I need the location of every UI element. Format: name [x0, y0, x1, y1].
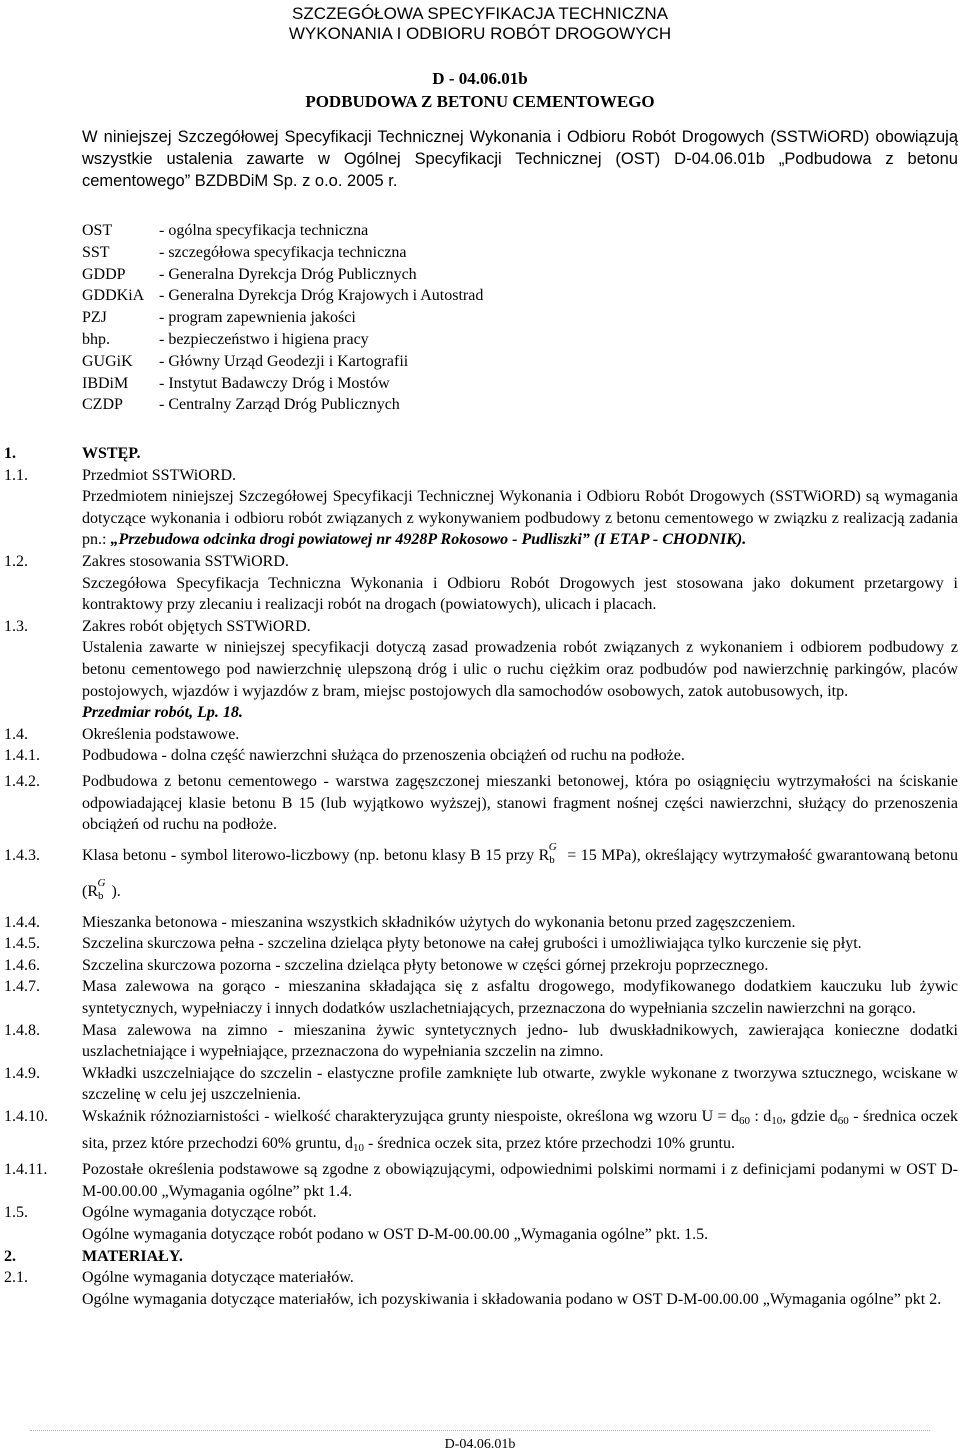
subsection-heading: [4, 1267, 958, 1289]
subsection-number: 1.3.: [4, 617, 28, 635]
subsection-body: [4, 1289, 958, 1311]
definition-text: Wkładki uszczelniające do szczelin - elastyczne profile zamknięte lub otwarte, zwykle wykonane z tworzywa sztucznego, wciskane w szczelinę w celu jej uszczelnienia.: [82, 1064, 958, 1104]
project-name: „Przebudowa odcinka drogi powiatowej nr 4928P Rokosowo - Pudliszki” (I ETAP - CHODNIK).: [110, 531, 747, 549]
definition-text: [82, 1106, 958, 1159]
subscript: 60: [739, 1115, 750, 1128]
abbreviation-desc: - Główny Urząd Geodezji i Kartografii: [159, 352, 409, 370]
document-code: D - 04.06.01b: [432, 69, 528, 88]
document-sections: [4, 443, 958, 1310]
section-heading: [4, 443, 958, 465]
symbol-subscript: b: [549, 853, 555, 866]
abbreviation-row: [82, 220, 483, 242]
abbreviation-row: [82, 285, 483, 307]
abbreviation-row: [82, 264, 483, 286]
spec-header-line-1: SZCZEGÓŁOWA SPECYFIKACJA TECHNICZNA: [292, 4, 668, 23]
subscript: 60: [837, 1115, 849, 1128]
definition-item: [4, 745, 958, 767]
definition-text: Szczelina skurczowa pozorna - szczelina dzieląca płyty betonowe w części górnej przekroju poprzecznego.: [82, 956, 769, 974]
abbreviation-desc: - Instytut Badawczy Dróg i Mostów: [159, 374, 390, 392]
abbreviation-code: GUGiK: [82, 352, 133, 370]
abbreviation-code: GDDKiA: [82, 287, 145, 305]
abbreviation-row: [82, 307, 483, 329]
section-title: WSTĘP.: [82, 445, 141, 462]
definition-text: Podbudowa z betonu cementowego - warstwa zagęszczonej mieszanki betonowej, która po osiągnięciu wytrzymałości na ściskanie odpowiadającej klasie betonu B 15 (lub wyjątkowo wyższej), stanowi fragment nośnej części nawierzchni, służący do przenoszenia obciążeń od ruchu na podłoże.: [82, 772, 958, 834]
definition-number: 1.4.5.: [4, 935, 40, 953]
definition-number: 1.4.7.: [4, 978, 40, 996]
subsection-body: [4, 486, 958, 551]
definition-text: [82, 840, 958, 912]
definition-item: [4, 912, 958, 934]
subsection-heading: [4, 465, 958, 487]
abbreviation-code: SST: [82, 243, 110, 261]
intro-paragraph: W niniejszej Szczegółowej Specyfikacji Technicznej Wykonania i Odbioru Robót Drogowych (SSTWiORD) obowiązują wszystkie ustalenia zawarte w Ogólnej Specyfikacji Technicznej (OST) D-04.06.01b „Podbudowa z betonu cementowego” BZDBDiM Sp. z o.o. 2005 r.: [82, 128, 958, 190]
abbreviation-desc: - Centralny Zarząd Dróg Publicznych: [159, 396, 400, 414]
abbreviation-code: OST: [82, 222, 113, 239]
definition-number: 1.4.3.: [4, 846, 40, 864]
paragraph-text: Szczegółowa Specyfikacja Techniczna Wykonania i Odbioru Robót Drogowych jest stosowana jako dokument przetargowy i kontraktowy przy zlecaniu i realizacji robót na drogach (powiatowych), ulicach i placach.: [82, 574, 958, 614]
subsection-number: 2.1.: [4, 1269, 28, 1287]
abbreviation-desc: - szczegółowa specyfikacja techniczna: [159, 243, 407, 261]
definition-text: Mieszanka betonowa - mieszanina wszystkich składników użytych do wykonania betonu przed zagęszczeniem.: [82, 913, 796, 931]
subsection-title: Zakres robót objętych SSTWiORD.: [82, 617, 311, 635]
definition-text-part: Klasa betonu - symbol literowo-liczbowy (np. betonu klasy B 15 przy R: [82, 846, 550, 864]
subsection-heading: [4, 1202, 958, 1224]
bill-of-quantities-ref: Przedmiar robót, Lp. 18.: [82, 704, 243, 722]
abbreviation-row: [82, 351, 483, 373]
abbreviation-row: [82, 394, 483, 416]
paragraph-text: Ustalenia zawarte w niniejszej specyfikacji dotyczą zasad prowadzenia robót związanych z wykonaniem i odbiorem podbudowy z betonu cementowego pod nawierzchnię ulepszoną dróg i ulic o ruchu ciężkim oraz podbudów pod nawierzchnię parkingów, placów postojowych, wjazdów i wyjazdów z bram, miejsc postojowych dla samochodów osobowych, zatok autobusowych, itp.: [82, 639, 958, 700]
definition-number: 1.4.4.: [4, 913, 40, 931]
paragraph: [82, 486, 958, 551]
subsection-body: [4, 702, 958, 724]
definition-text-part: - średnica oczek sita, przez które przechodzi 10% gruntu.: [364, 1134, 735, 1152]
definition-text-part: Wskaźnik różnoziarnistości - wielkość charakteryzująca grunty niespoiste, określona wg wzoru U = d: [82, 1108, 739, 1126]
definition-item: [4, 976, 958, 1019]
subsection-title: Przedmiot SSTWiORD.: [82, 466, 237, 484]
paragraph-text: Ogólne wymagania dotyczące robót podano w OST D-M-00.00.00 „Wymagania ogólne” pkt. 1.5.: [82, 1226, 709, 1243]
subsection-body: [4, 1224, 958, 1246]
subsection-body: [4, 573, 958, 616]
subsection-heading: [4, 724, 958, 746]
strength-symbol: [98, 876, 111, 912]
abbreviation-code: PZJ: [82, 309, 107, 327]
definition-number: 1.4.2.: [4, 772, 40, 790]
paragraph-text: Ogólne wymagania dotyczące materiałów, ich pozyskiwania i składowania podano w OST D-M-00.00.00 „Wymagania ogólne” pkt 2.: [82, 1290, 942, 1308]
abbreviation-code: GDDP: [82, 265, 126, 283]
subsection-heading: [4, 551, 958, 573]
section-title: MATERIAŁY.: [82, 1247, 183, 1265]
definition-number: 1.4.11.: [4, 1161, 48, 1179]
definition-number: 1.4.9.: [4, 1064, 40, 1082]
subsection-number: 1.4.: [4, 725, 28, 743]
definition-item: [4, 955, 958, 977]
abbreviation-desc: - bezpieczeństwo i higiena pracy: [159, 330, 369, 348]
definition-text: Masa zalewowa na gorąco - mieszanina składająca się z asfaltu drogowego, modyfikowanego dodatkiem kauczuku lub żywic syntetycznych, wypełniaczy i innych dodatków uszlachetniających, przeznaczona do wypełniania szczelin nawierzchni na gorąco.: [82, 978, 958, 1018]
subsection-body: [4, 637, 958, 702]
subscript: 10: [771, 1115, 783, 1128]
section-heading: [4, 1246, 958, 1268]
strength-symbol: [549, 840, 562, 876]
abbreviation-code: bhp.: [82, 330, 110, 348]
subsection-heading: [4, 616, 958, 638]
subsection-title: Zakres stosowania SSTWiORD.: [82, 552, 289, 570]
subsection-number: 1.2.: [4, 552, 28, 570]
symbol-superscript: G: [548, 840, 557, 853]
definition-item: [4, 771, 958, 836]
definition-number: 1.4.6.: [4, 956, 40, 974]
abbreviation-desc: - Generalna Dyrekcja Dróg Krajowych i Autostrad: [159, 287, 484, 305]
abbreviation-desc: - ogólna specyfikacja techniczna: [159, 222, 369, 239]
definition-text-part: , gdzie d: [782, 1108, 838, 1126]
definition-text-part: = 15 MPa), określający wytrzymałość gwarantowaną betonu (R: [82, 846, 959, 900]
definition-item: [4, 1106, 958, 1159]
symbol-subscript: b: [98, 889, 104, 902]
definition-number: 1.4.10.: [4, 1108, 48, 1126]
definition-item: [4, 1020, 958, 1063]
definition-text-part: - średnica oczek sita, przez które przechodzi 60% gruntu, d: [82, 1108, 959, 1152]
definition-text-part: : d: [750, 1108, 772, 1126]
document-title: PODBUDOWA Z BETONU CEMENTOWEGO: [305, 92, 655, 111]
definition-text: Pozostałe określenia podstawowe są zgodne z obowiązującymi, odpowiednimi polskimi normami i z definicjami podanymi w OST D-M-00.00.00 „Wymagania ogólne” pkt 1.4.: [82, 1161, 958, 1200]
definition-text: Podbudowa - dolna część nawierzchni służąca do przenoszenia obciążeń od ruchu na podłoże.: [82, 747, 685, 765]
footer-rule: [30, 1430, 930, 1431]
abbreviation-row: [82, 373, 483, 395]
section-number: 1.: [4, 445, 16, 462]
definition-number: 1.4.1.: [4, 747, 40, 765]
definition-number: 1.4.8.: [4, 1021, 40, 1039]
abbreviation-desc: - Generalna Dyrekcja Dróg Publicznych: [159, 265, 417, 283]
definition-text-part: ).: [111, 882, 121, 900]
subsection-title: Ogólne wymagania dotyczące materiałów.: [82, 1269, 354, 1287]
abbreviation-row: [82, 242, 483, 264]
definition-text: Masa zalewowa na zimno - mieszanina żywic syntetycznych jedno- lub dwuskładnikowych, zawierająca konieczne dodatki uszlachetniające i wypełniające, przeznaczona do wypełniania szczelin na zimno.: [82, 1021, 958, 1061]
symbol-superscript: G: [97, 876, 106, 889]
abbreviation-list: [82, 220, 483, 416]
abbreviation-code: CZDP: [82, 396, 123, 414]
spec-header-line-2: WYKONANIA I ODBIORU ROBÓT DROGOWYCH: [288, 24, 672, 43]
subsection-number: 1.1.: [4, 466, 28, 484]
subsection-title: Określenia podstawowe.: [82, 725, 240, 743]
definition-item: [4, 840, 958, 912]
section-number: 2.: [4, 1247, 16, 1265]
abbreviation-code: IBDiM: [82, 374, 129, 392]
definition-item: [4, 1159, 958, 1202]
definition-text: Szczelina skurczowa pełna - szczelina dzieląca płyty betonowe na całej grubości i umożliwiająca tylko kurczenie się płyt.: [82, 935, 862, 953]
paragraph-text: Przedmiotem niniejszej Szczegółowej Specyfikacji Technicznej Wykonania i Odbioru Robót Drogowych (SSTWiORD) są wymagania dotyczące wykonania i odbioru robót związanych z wykonywaniem podbudowy z betonu cementowego w związku z realizacją zadania pn.:: [82, 488, 958, 549]
abbreviation-row: [82, 329, 483, 351]
definition-item: [4, 1063, 958, 1106]
definition-item: [4, 933, 958, 955]
abbreviation-desc: - program zapewnienia jakości: [159, 309, 356, 327]
page-footer: D-04.06.01b: [444, 1437, 516, 1452]
subscript: 10: [353, 1141, 365, 1154]
subsection-title: Ogólne wymagania dotyczące robót.: [82, 1204, 317, 1222]
subsection-number: 1.5.: [4, 1204, 28, 1222]
